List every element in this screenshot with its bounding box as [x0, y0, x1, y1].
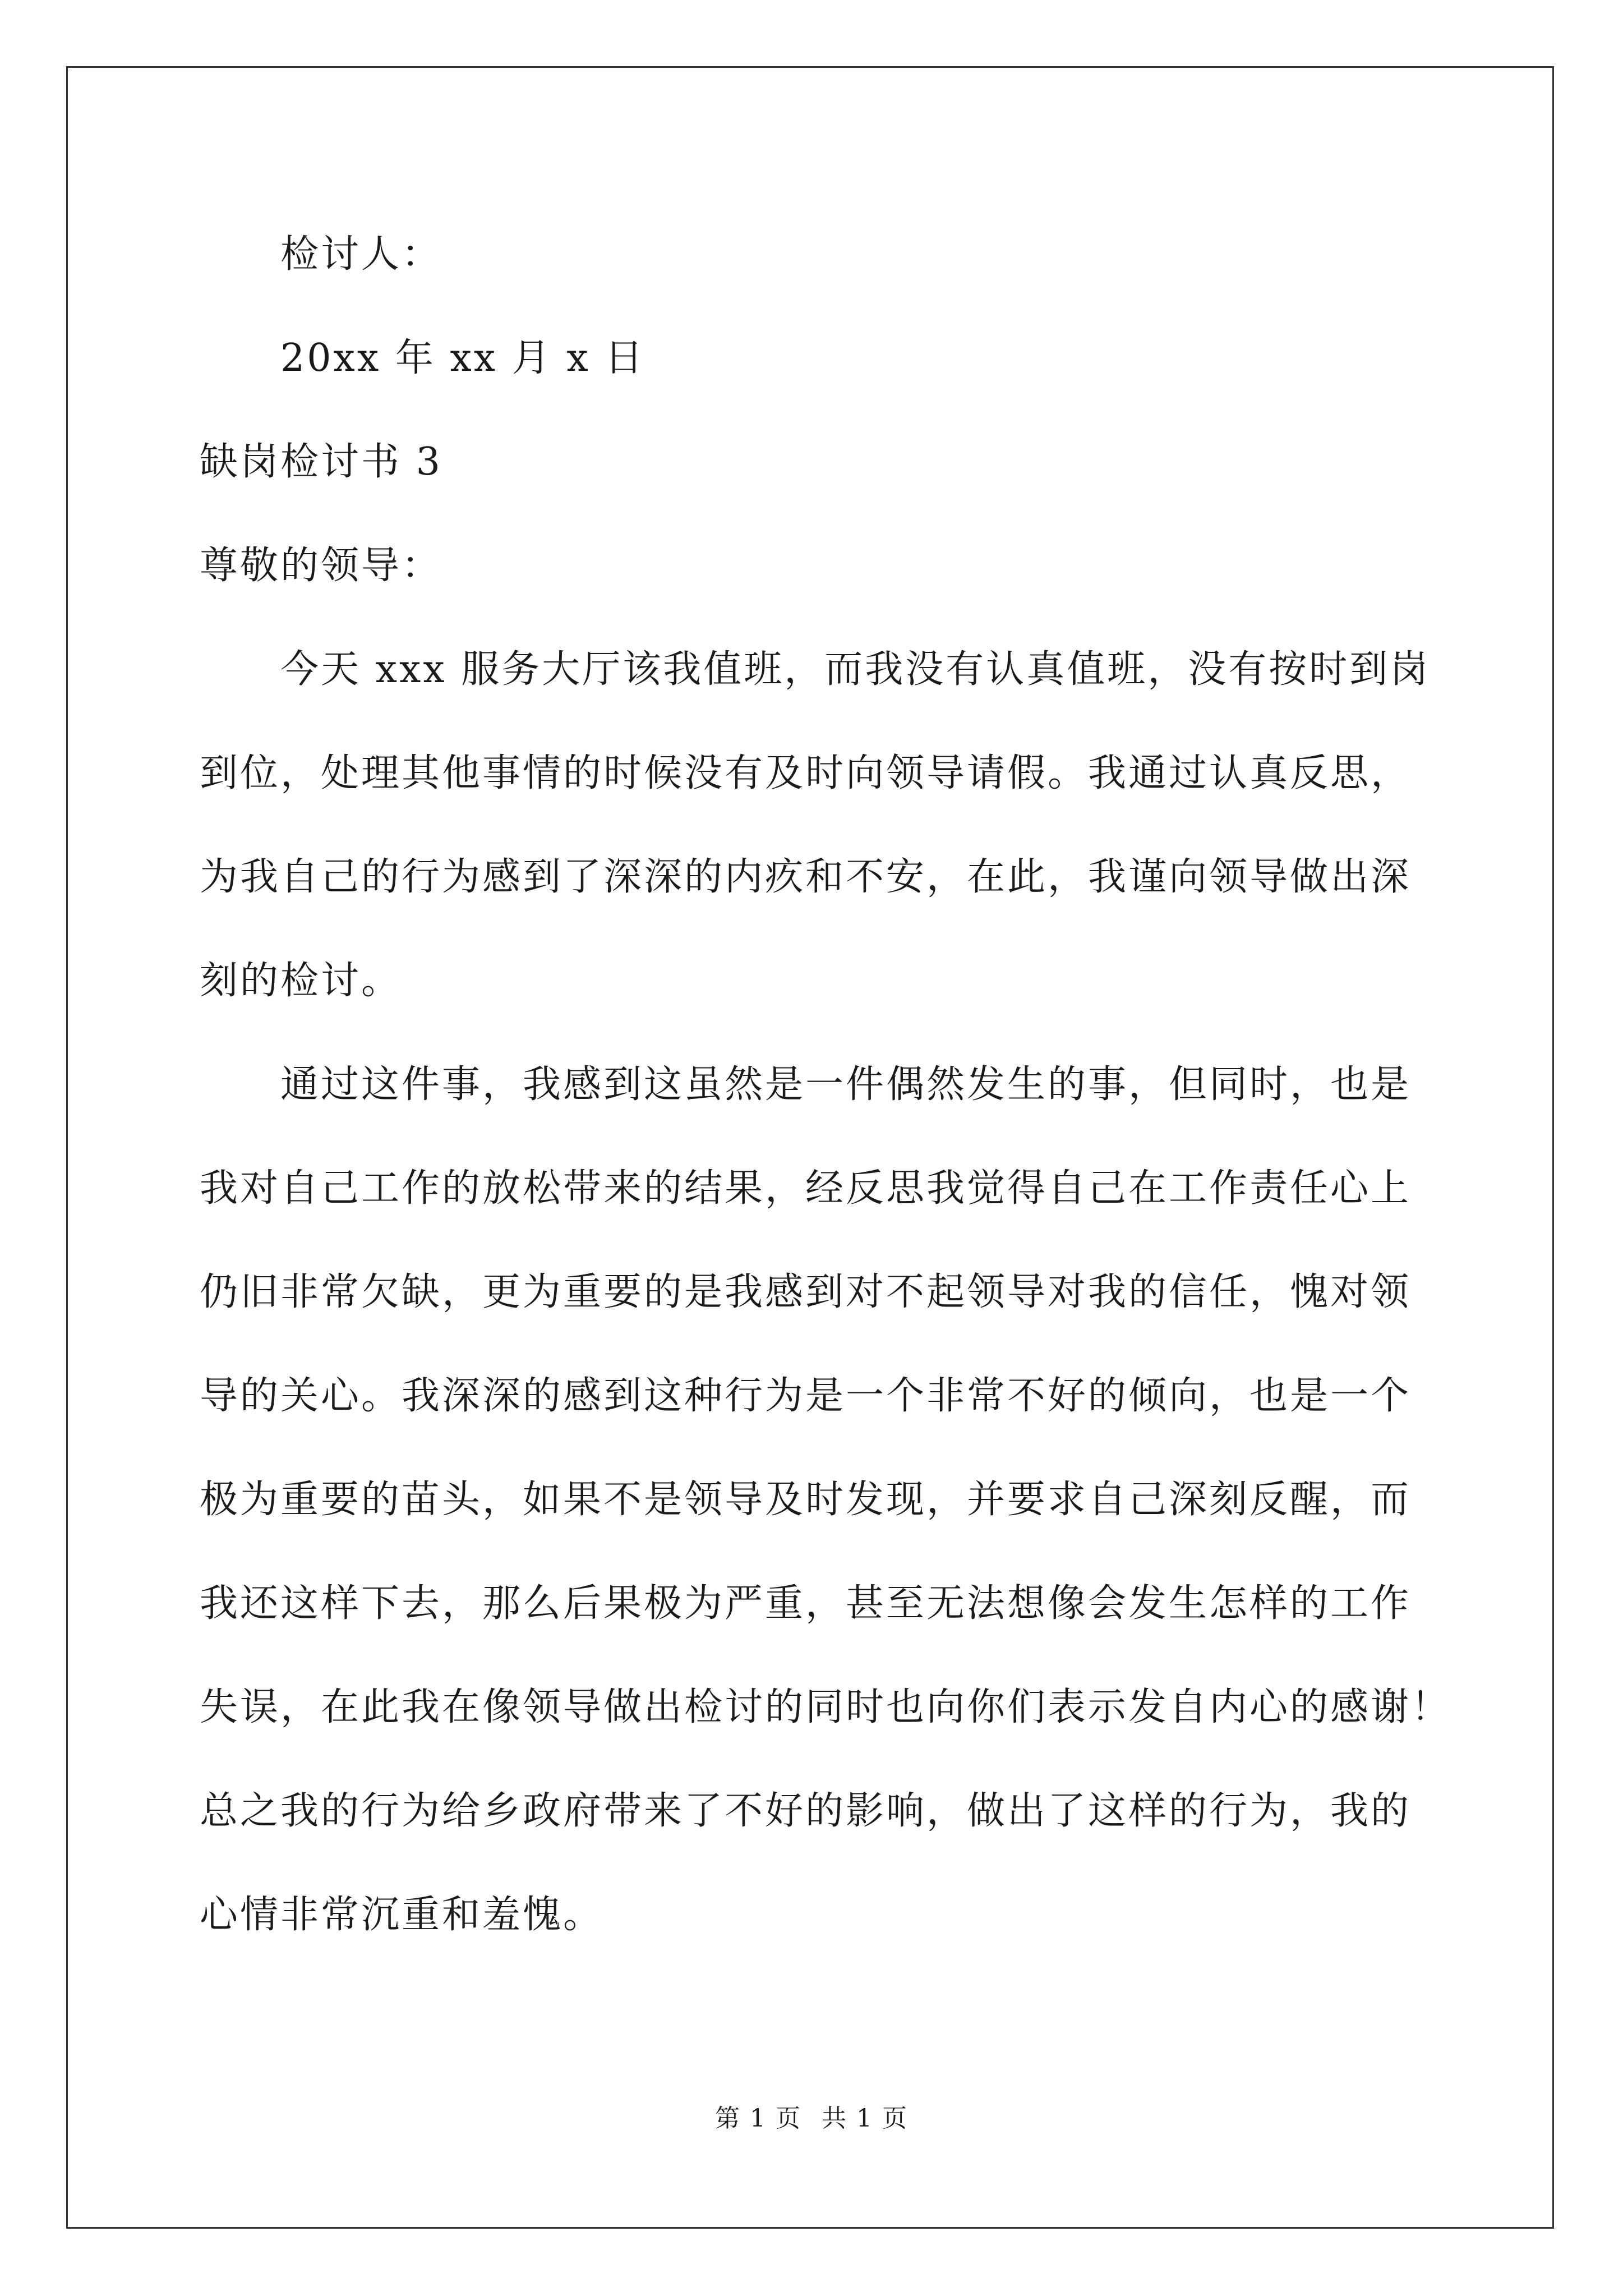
paragraph-line: 极为重要的苗头，如果不是领导及时发现，并要求自己深刻反醒，而 [200, 1478, 1412, 1522]
page-number: 第 1 页 [715, 2104, 801, 2133]
page-total: 共 1 页 [822, 2104, 908, 2133]
paragraph-line: 仍旧非常欠缺，更为重要的是我感到对不起领导对我的信任，愧对领 [200, 1270, 1412, 1314]
paragraph-line: 刻的检讨。 [200, 959, 402, 1003]
paragraph-line: 为我自己的行为感到了深深的内疚和不安，在此，我谨向领导做出深 [200, 855, 1412, 899]
salutation: 尊敬的领导： [200, 544, 442, 588]
signature-date: 20xx 年 xx 月 x 日 [280, 336, 645, 380]
paragraph-line: 我对自己工作的放松带来的结果，经反思我觉得自己在工作责任心上 [200, 1166, 1412, 1211]
paragraph-line: 到位，处理其他事情的时候没有及时向领导请假。我通过认真反思， [200, 751, 1412, 795]
paragraph-line: 总之我的行为给乡政府带来了不好的影响，做出了这样的行为，我的 [200, 1789, 1412, 1833]
paragraph-line: 心情非常沉重和羞愧。 [200, 1893, 604, 1937]
paragraph-line: 通过这件事，我感到这虽然是一件偶然发生的事，但同时，也是 [280, 1062, 1412, 1107]
section-title: 缺岗检讨书 3 [200, 440, 442, 484]
signature-label: 检讨人： [280, 232, 442, 277]
paragraph-line: 我还这样下去，那么后果极为严重，甚至无法想像会发生怎样的工作 [200, 1581, 1412, 1626]
page-footer [0, 2098, 1623, 2134]
paragraph-line: 导的关心。我深深的感到这种行为是一个非常不好的倾向，也是一个 [200, 1374, 1412, 1418]
paragraph-line: 今天 xxx 服务大厅该我值班，而我没有认真值班，没有按时到岗 [280, 647, 1431, 692]
paragraph-line: 失误，在此我在像领导做出检讨的同时也向你们表示发自内心的感谢！ [200, 1685, 1452, 1729]
